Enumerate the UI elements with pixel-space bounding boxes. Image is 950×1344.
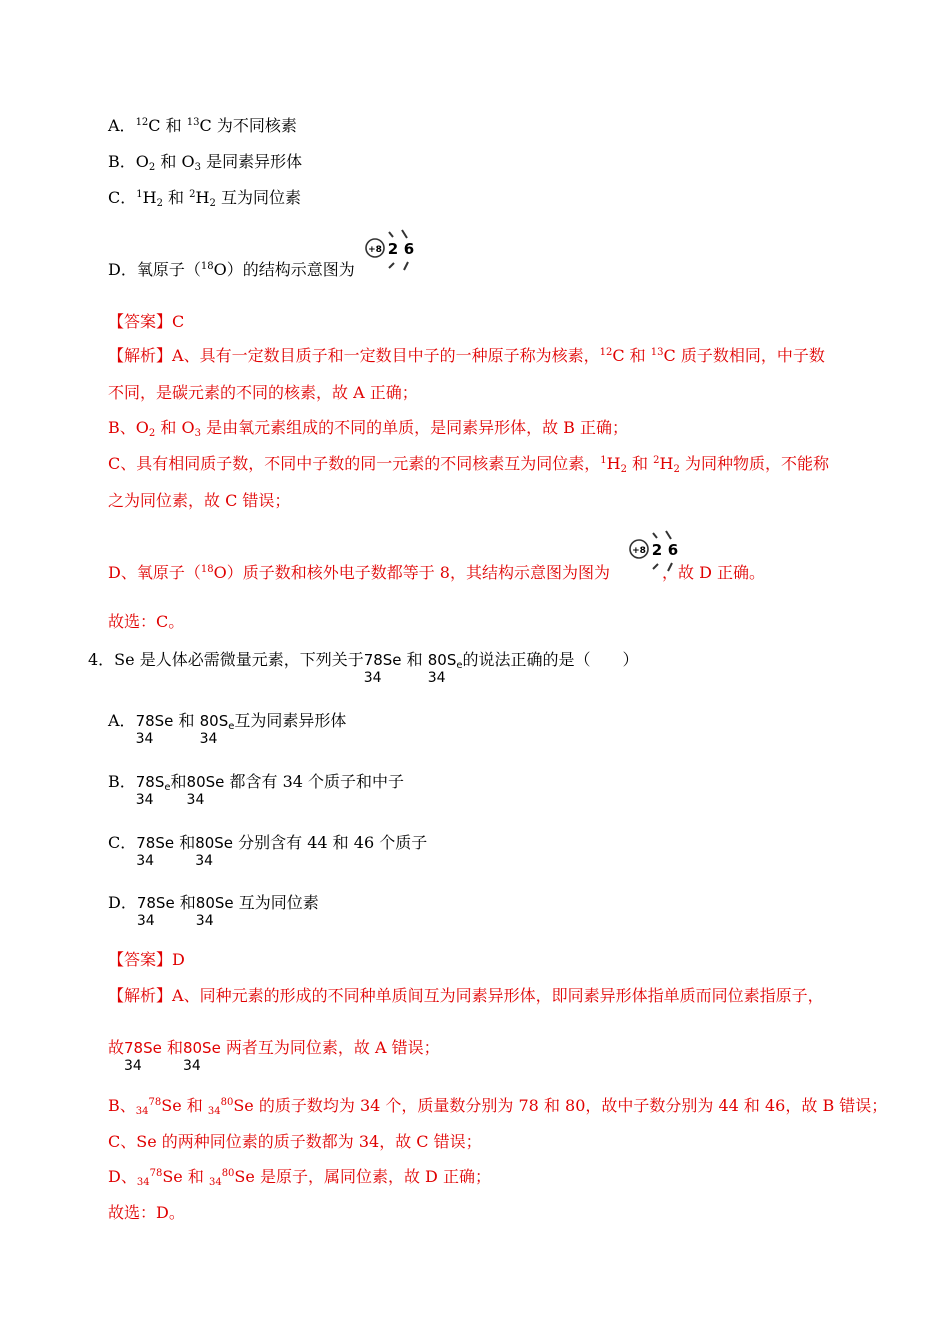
shell-2-electrons: 6 [667,541,679,559]
q3-option-b: B．$O_2$ 和 $O_3$ 是同素异形体 [108,152,303,173]
q4-option-b: B．$78S_e$ 34 和80Se 34 都含有 34 个质子和中子 [108,772,405,808]
q4-analysis-d: D、$_{34}^{78}$Se 和 $_{34}^{80}$Se 是原子，属同位素，故 D 正确； [108,1167,491,1188]
q3-analysis-c-line2: 之为同位素，故 C 错误； [108,491,291,510]
q4-choice: 故选：D。 [108,1203,185,1222]
q3-analysis-a-line1: 【解析】A、具有一定数目质子和一定数目中子的一种原子称为核素，$^{12}$C 和 $^{13}$C 质子数相同，中子数 [108,346,825,365]
q4-stem: 4．Se 是人体必需微量元素，下列关于78Se 34 和 $80S_e$ 34 的说法正确的是（ ） [88,650,639,686]
q4-analysis-c: C、Se 的两种同位素的质子数都为 34，故 C 错误； [108,1132,482,1151]
q3-analysis-c-line1: C、具有相同质子数，不同中子数的同一元素的不同核素互为同位素，$^1H_2$ 和 $^2H_2$ 为同种物质，不能称 [108,454,829,475]
q4-analysis-b: B、$_{34}^{78}$Se 和 $_{34}^{80}$Se 的质子数均为 34 个，质量数分别为 78 和 80，故中子数分别为 44 和 46，故 B 错误； [108,1096,888,1117]
q3-choice: 故选：C。 [108,612,185,631]
shell-2-electrons: 6 [403,240,415,258]
q3-option-d: D．氧原子（$^{18}$O）的结构示意图为 [108,260,355,279]
q3-analysis-d: D、氧原子（$^{18}$O）质子数和核外电子数都等于 8，其结构示意图为图为 ，故 D 正确。 [108,563,765,582]
q4-answer: 【答案】D [108,950,185,969]
nucleus-charge: +8 [368,245,382,255]
shell-1-electrons: 2 [387,240,399,258]
q4-option-a: A．78Se 34 和 $80S_e$ 34 互为同素异形体 [108,711,347,747]
q3-analysis-b: B、$O_2$ 和 $O_3$ 是由氧元素组成的不同的单质，是同素异形体，故 B 正确； [108,418,628,439]
q3-analysis-a-line2: 不同，是碳元素的不同的核素，故 A 正确； [108,383,418,402]
q4-analysis-a-line2: 故78Se 34 和80Se 34 两者互为同位素，故 A 错误； [108,1038,440,1074]
q4-option-d: D．78Se 34 和80Se 34 互为同位素 [108,893,319,929]
q3-answer: 【答案】C [108,312,185,331]
oxygen-atom-structure-diagram [362,226,422,276]
oxygen-atom-structure-diagram-analysis [626,527,686,577]
q3-option-c: C．$^1H_2$ 和 $^2H_2$ 互为同位素 [108,188,301,209]
q4-analysis-a-line1: 【解析】A、同种元素的形成的不同种单质间互为同素异形体，即同素异形体指单质而同位素指原子， [108,986,824,1005]
nucleus-charge: +8 [632,546,646,556]
shell-1-electrons: 2 [651,541,663,559]
q4-option-c: C．78Se 34 和80Se 34 分别含有 44 和 46 个质子 [108,833,428,869]
q3-option-a: A．$^{12}$C 和 $^{13}$C 为不同核素 [108,116,297,135]
